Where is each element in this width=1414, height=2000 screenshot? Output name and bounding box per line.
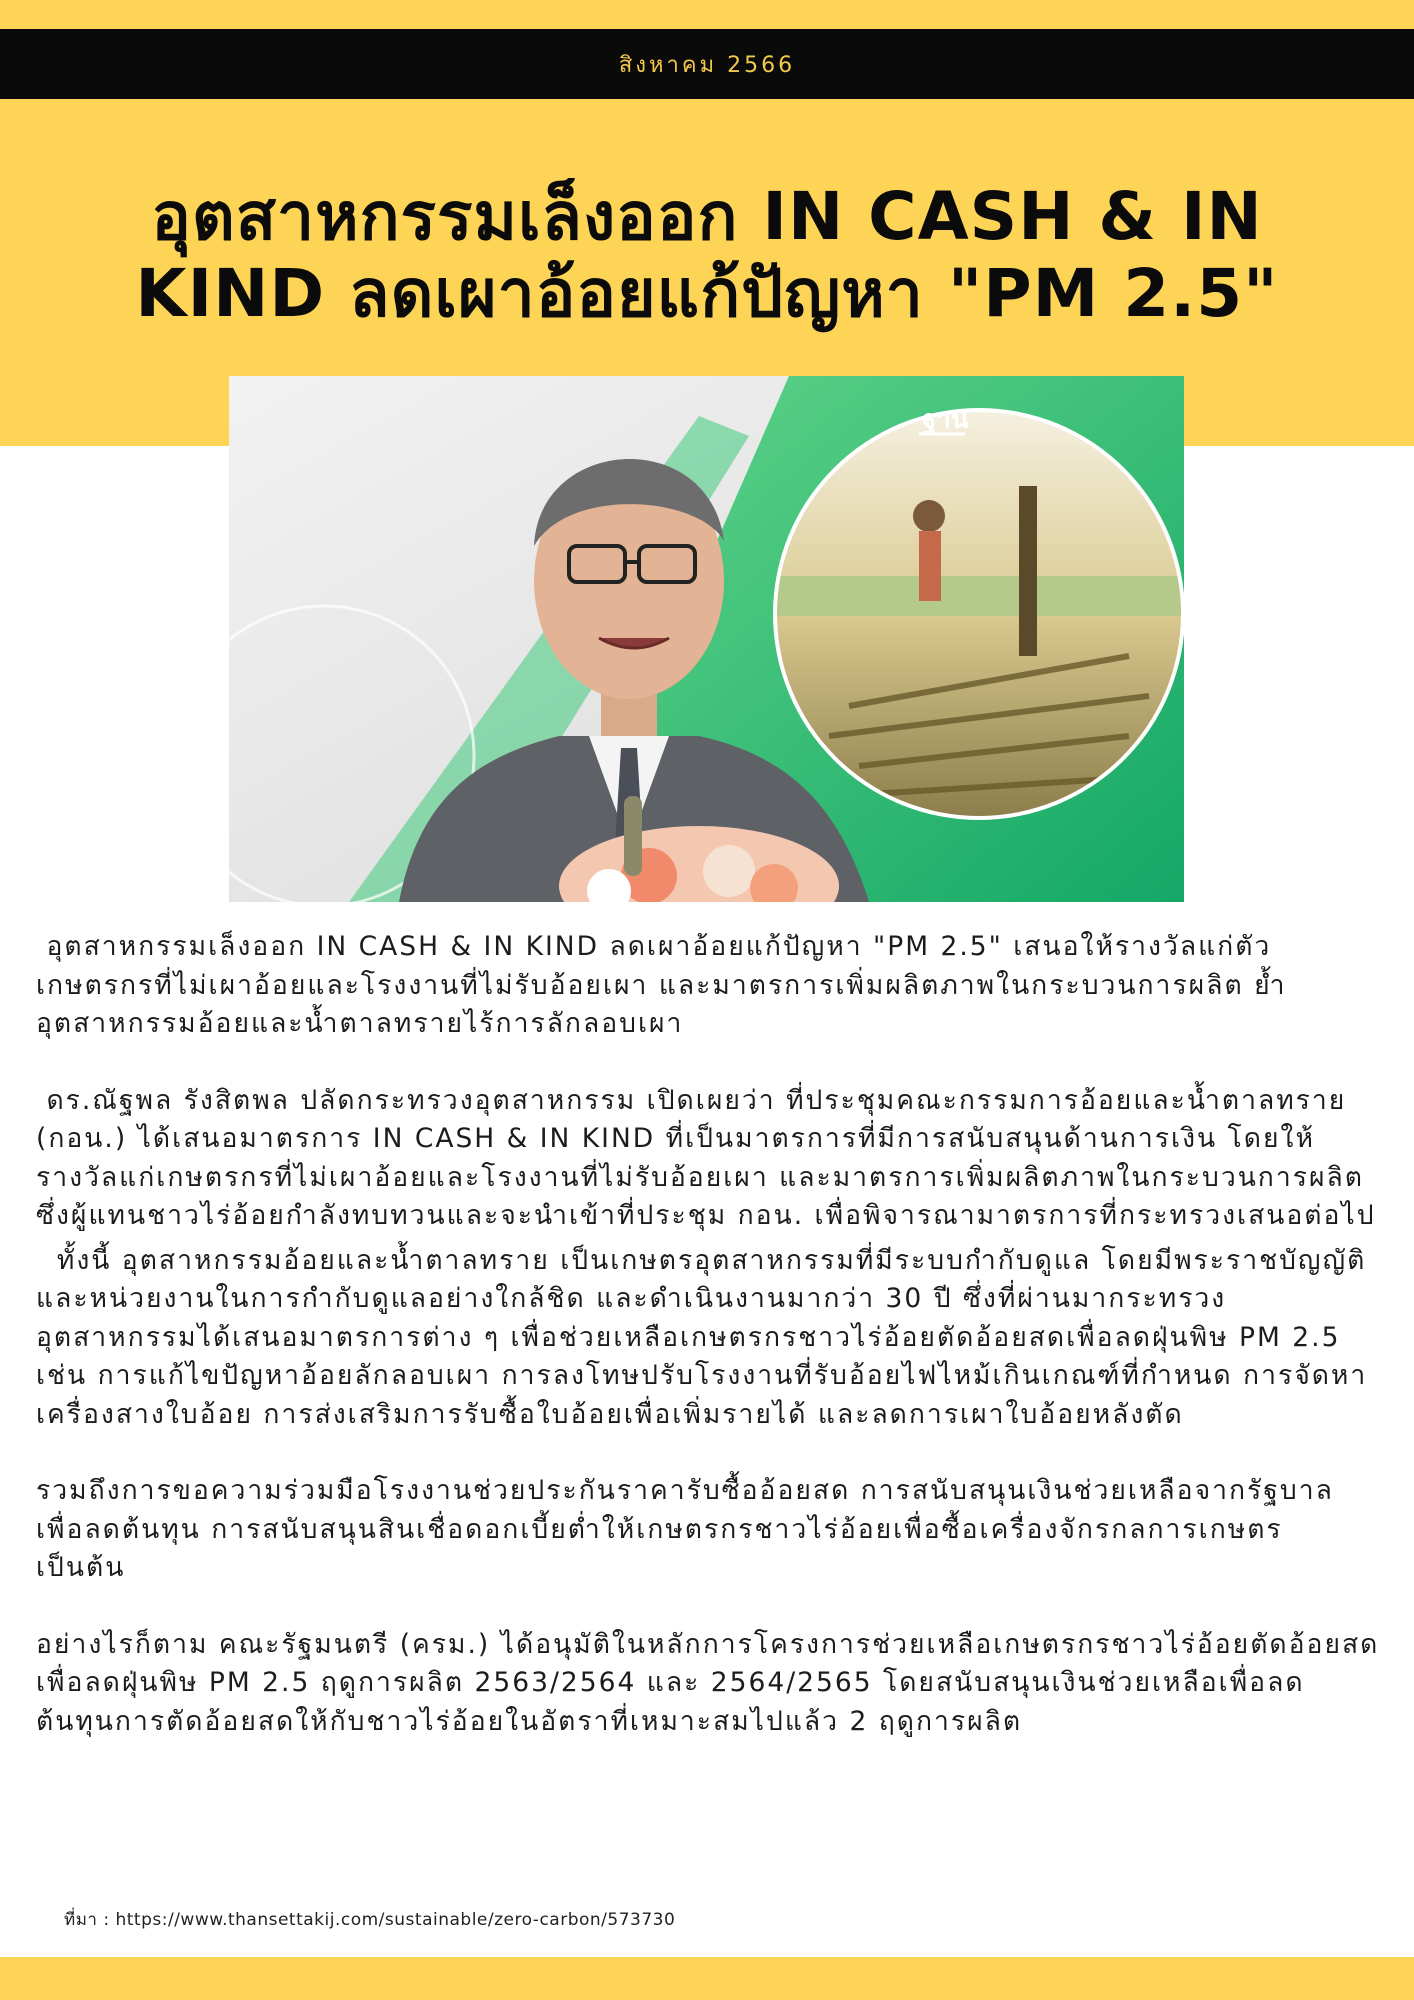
date-bar: [0, 29, 1414, 99]
source-link[interactable]: ที่มา : https://www.thansettakij.com/sustainable/zero-carbon/573730: [64, 1910, 676, 1930]
article-paragraph-2: ดร.ณัฐพล รังสิตพล ปลัดกระทรวงอุตสาหกรรม เปิดเผยว่า ที่ประชุมคณะกรรมการอ้อยและน้ำตาลทราย (กอน.) ได้เสนอมาตรการ IN CASH & IN KIND ที่เป็นมาตรการที่มีการสนับสนุนด้านการเงิน โดยให้รางวัลแก่เกษตรกรที่ไม่เผาอ้อยและโรงงานที่ไม่รับอ้อยเผา และมาตรการเพิ่มผลิตภาพในกระบวนการผลิต ซึ่งผู้แทนชาวไร่อ้อยกำลังทบทวนและจะนำเข้าที่ประชุม กอน. เพื่อพิจารณามาตรการที่กระทรวงเสนอต่อไป: [36, 1084, 1376, 1231]
article-paragraph-5: อย่างไรก็ตาม คณะรัฐมนตรี (ครม.) ได้อนุมัติในหลักการโครงการช่วยเหลือเกษตรกรชาวไร่อ้อยตัดอ้อยสดเพื่อลดฝุ่นพิษ PM 2.5 ฤดูการผลิต 2563/2564 และ 2564/2565 โดยสนับสนุนเงินช่วยเหลือเพื่อลดต้นทุนการตัดอ้อยสดให้กับชาวไร่อ้อยในอัตราที่เหมาะสมไปแล้ว 2 ฤดูการผลิต: [36, 1628, 1380, 1737]
article-body: [36, 928, 1381, 1741]
article-paragraph-4: รวมถึงการขอความร่วมมือโรงงานช่วยประกันราคารับซื้ออ้อยสด การสนับสนุนเงินช่วยเหลือจากรัฐบาลเพื่อลดต้นทุน การสนับสนุนสินเชื่อดอกเบี้ยต่ำให้เกษตรกรชาวไร่อ้อยเพื่อซื้อเครื่องจักรกลการเกษตร เป็นต้น: [36, 1475, 1334, 1583]
hero-image: [229, 376, 1184, 902]
issue-date: สิงหาคม 2566: [618, 52, 796, 78]
footer-band: [0, 1957, 1414, 2000]
publisher-logo: ฐาน: [922, 405, 969, 435]
article-paragraph-3: ทั้งนี้ อุตสาหกรรมอ้อยและน้ำตาลทราย เป็นเกษตรอุตสาหกรรมที่มีระบบกำกับดูแล โดยมีพระราชบัญญัติและหน่วยงานในการกำกับดูแลอย่างใกล้ชิด และดำเนินงานมากว่า 30 ปี ซึ่งที่ผ่านมากระทรวงอุตสาหกรรมได้เสนอมาตรการต่าง ๆ เพื่อช่วยเหลือเกษตรกรชาวไร่อ้อยตัดอ้อยสดเพื่อลดฝุ่นพิษ PM 2.5 เช่น การแก้ไขปัญหาอ้อยลักลอบเผา การลงโทษปรับโรงงานที่รับอ้อยไฟไหม้เกินเกณฑ์ที่กำหนด การจัดหาเครื่องสางใบอ้อย การส่งเสริมการรับซื้อใบอ้อยเพื่อเพิ่มรายได้ และลดการเผาใบอ้อยหลังตัด: [36, 1244, 1368, 1430]
article-paragraph-1: อุตสาหกรรมเล็งออก IN CASH & IN KIND ลดเผาอ้อยแก้ปัญหา "PM 2.5" เสนอให้รางวัลแก่ตัวเกษตรกรที่ไม่เผาอ้อยและโรงงานที่ไม่รับอ้อยเผา และมาตรการเพิ่มผลิตภาพในกระบวนการผลิต ย้ำอุตสาหกรรมอ้อยและน้ำตาลทรายไร้การลักลอบเผา: [36, 931, 1287, 1039]
headline: อุตสาหกรรมเล็งออก IN CASH & IN KIND ลดเผาอ้อยแก้ปัญหา "PM 2.5": [135, 178, 1279, 332]
hero-illustration: [229, 376, 1184, 902]
